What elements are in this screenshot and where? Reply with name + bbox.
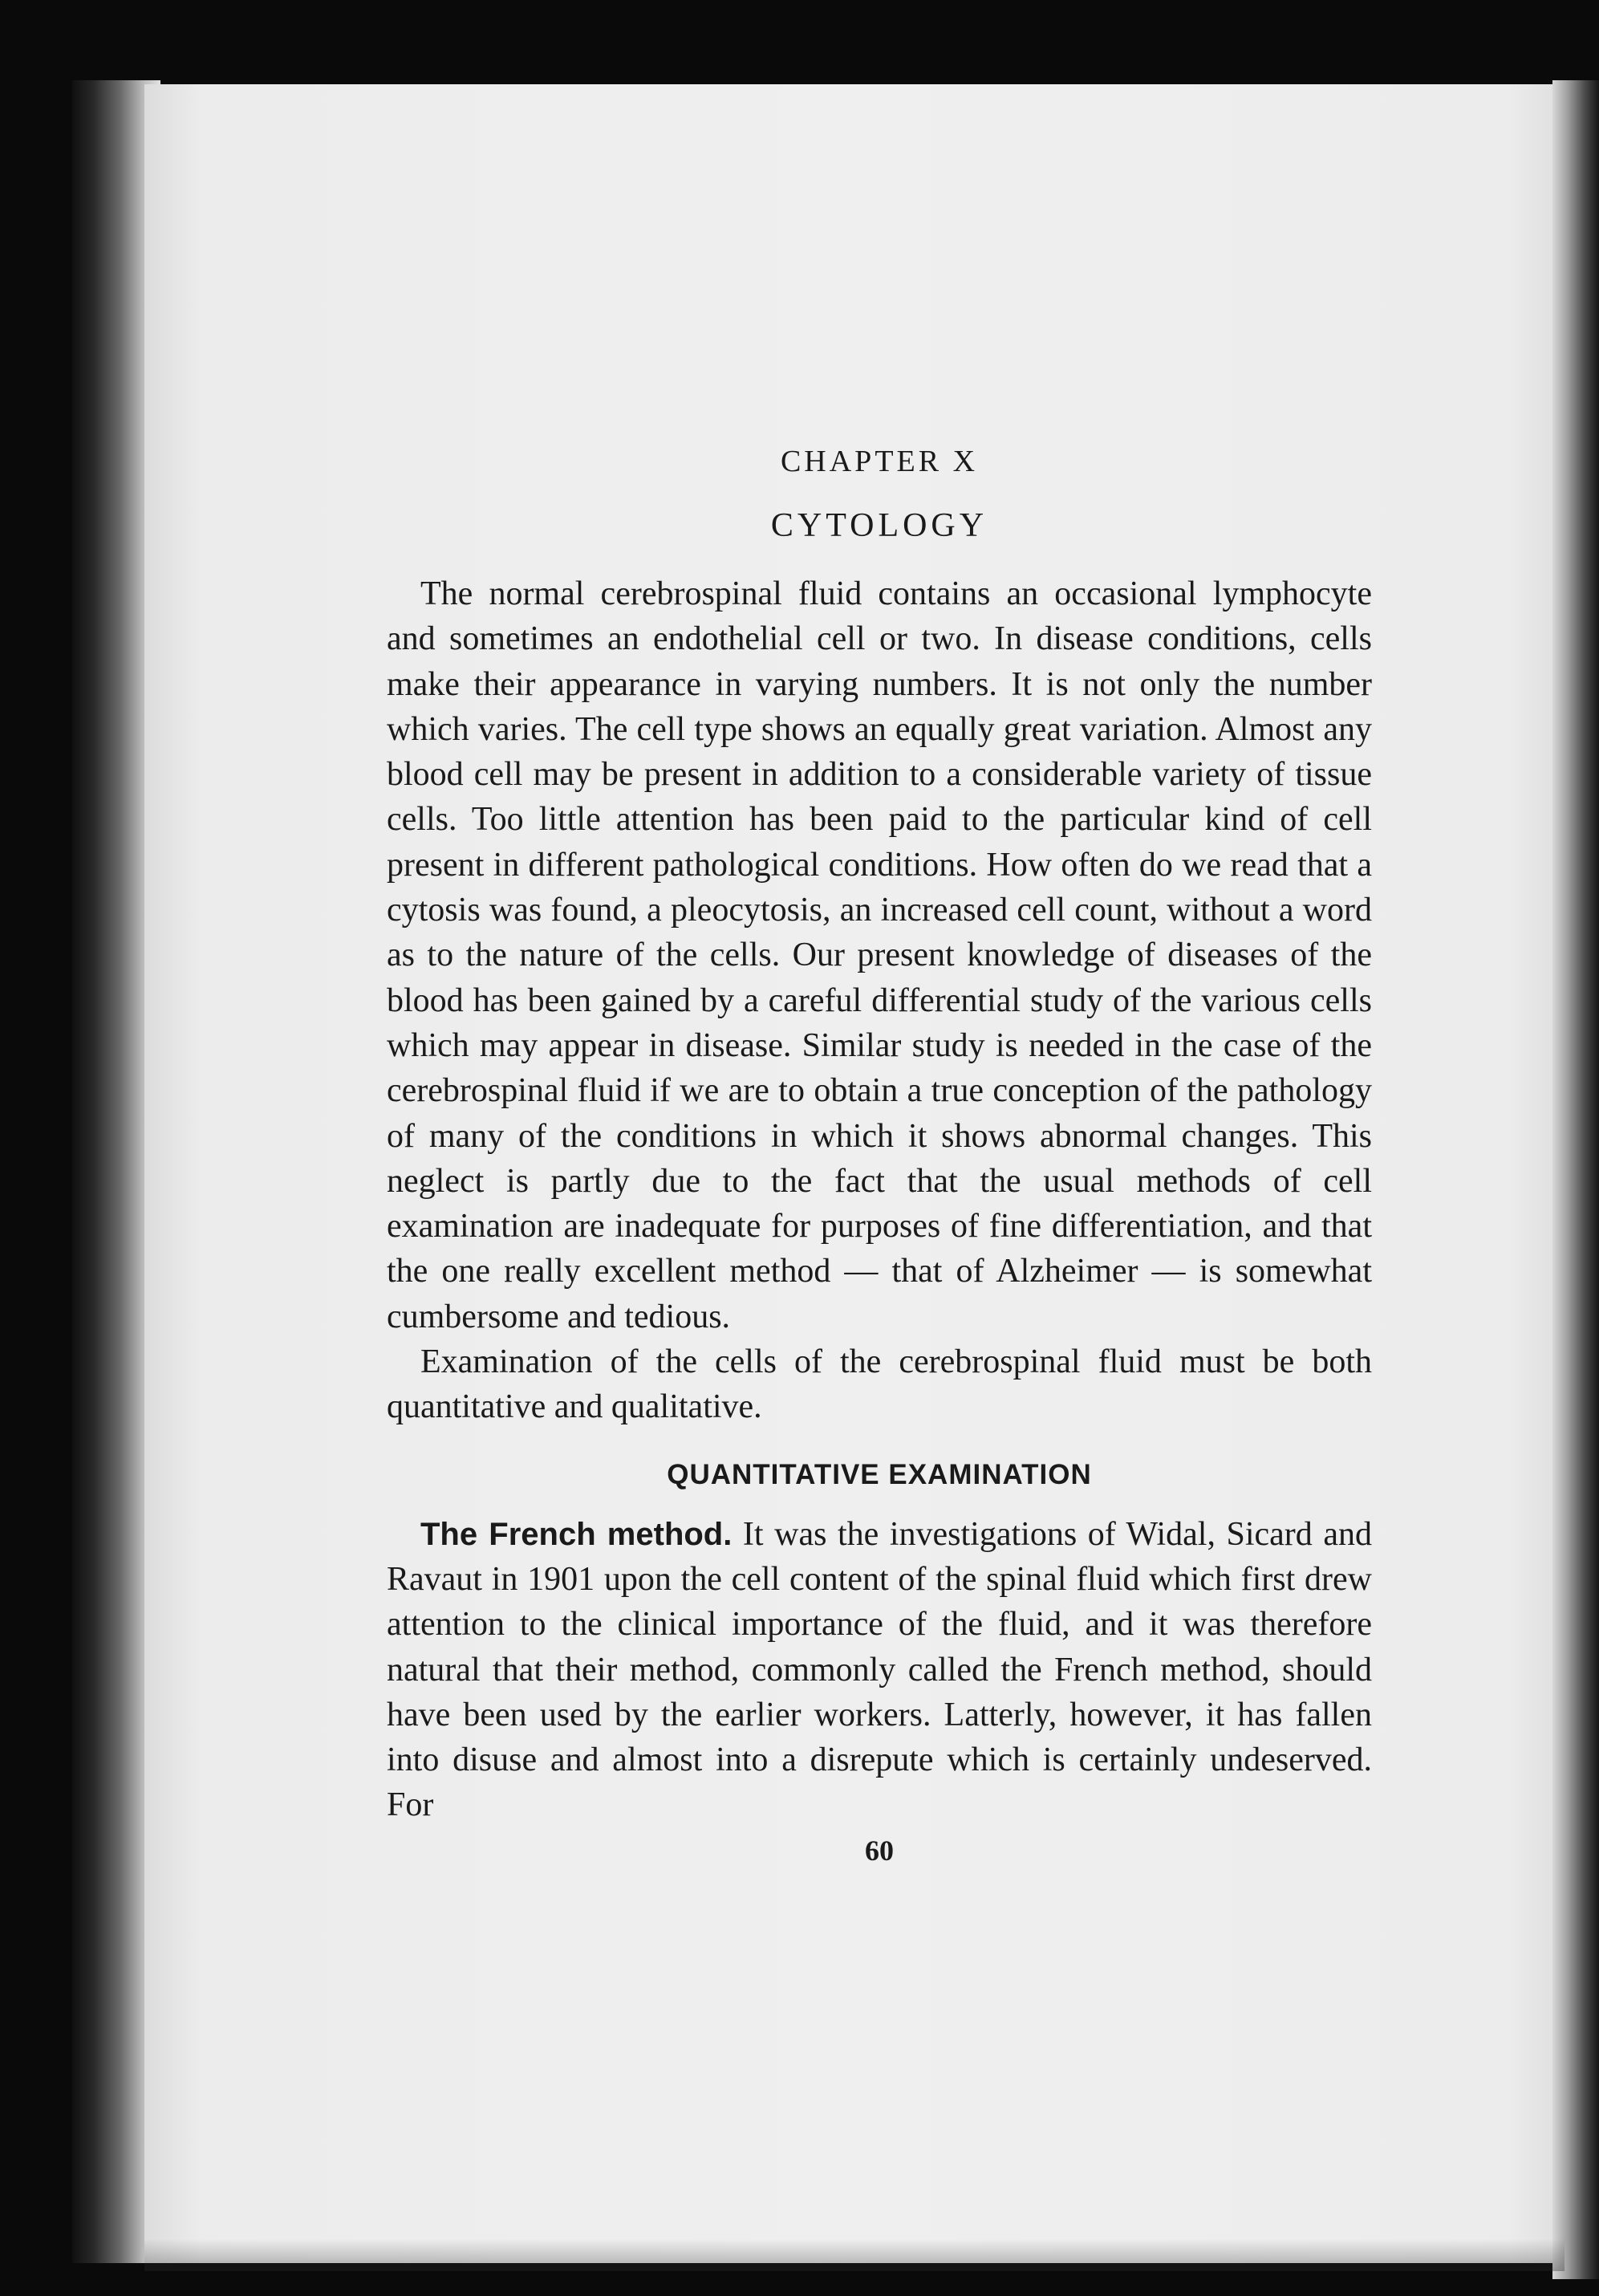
- paragraph-french-method: [387, 1512, 1372, 1828]
- chapter-label: CHAPTER X: [780, 445, 979, 478]
- section-heading: QUANTITATIVE EXAMINATION: [667, 1458, 1092, 1490]
- run-in-heading: The French method.: [420, 1516, 733, 1552]
- page-stack-edge: [1552, 80, 1599, 2279]
- paragraph-examination: Examination of the cells of the cerebrospinal fluid must be both quantitative and qualitative.: [387, 1343, 1372, 1426]
- paragraph-intro: The normal cerebrospinal fluid contains an occasional lymphocyte and sometimes an endothelial cell or two. In disease conditions, cells make their appearance in varying numbers. It is not only the number which varies. The cell type shows an equally great variation. Almost any blood cell may be present in addition to a considerable variety of tissue cells. Too little attention has been paid to the particular kind of cell present in different pathological conditions. How often do we read that a cytosis was found, a pleocytosis, an increased cell count, without a word as to the nature of the cells. Our present knowledge of diseases of the blood has been gained by a careful differential study of the various cells which may appear in disease. Similar study is needed in the case of the cerebrospinal fluid if we are to obtain a true conception of the pathology of many of the conditions in which it shows abnormal changes. This neglect is partly due to the fact that the usual methods of cell examination are inadequate for purposes of fine differentiation, and that the one really excellent method — that of Alzheimer — is somewhat cumbersome and tedious.: [387, 575, 1372, 1335]
- french-method-text: It was the investigations of Widal, Sicard and Ravaut in 1901 upon the cell content of the spinal fluid which first drew attention to the clinical importance of the fluid, and it was therefore natural that their method, commonly called the French method, should have been used by the earlier workers. Latterly, however, it has fallen into disuse and almost into a disrepute which is certainly undeserved. For: [387, 1515, 1372, 1824]
- page-number: 60: [865, 1834, 894, 1867]
- chapter-title: CYTOLOGY: [770, 507, 988, 544]
- page-text: [387, 433, 1372, 1867]
- page-bottom-shadow: [144, 2239, 1565, 2271]
